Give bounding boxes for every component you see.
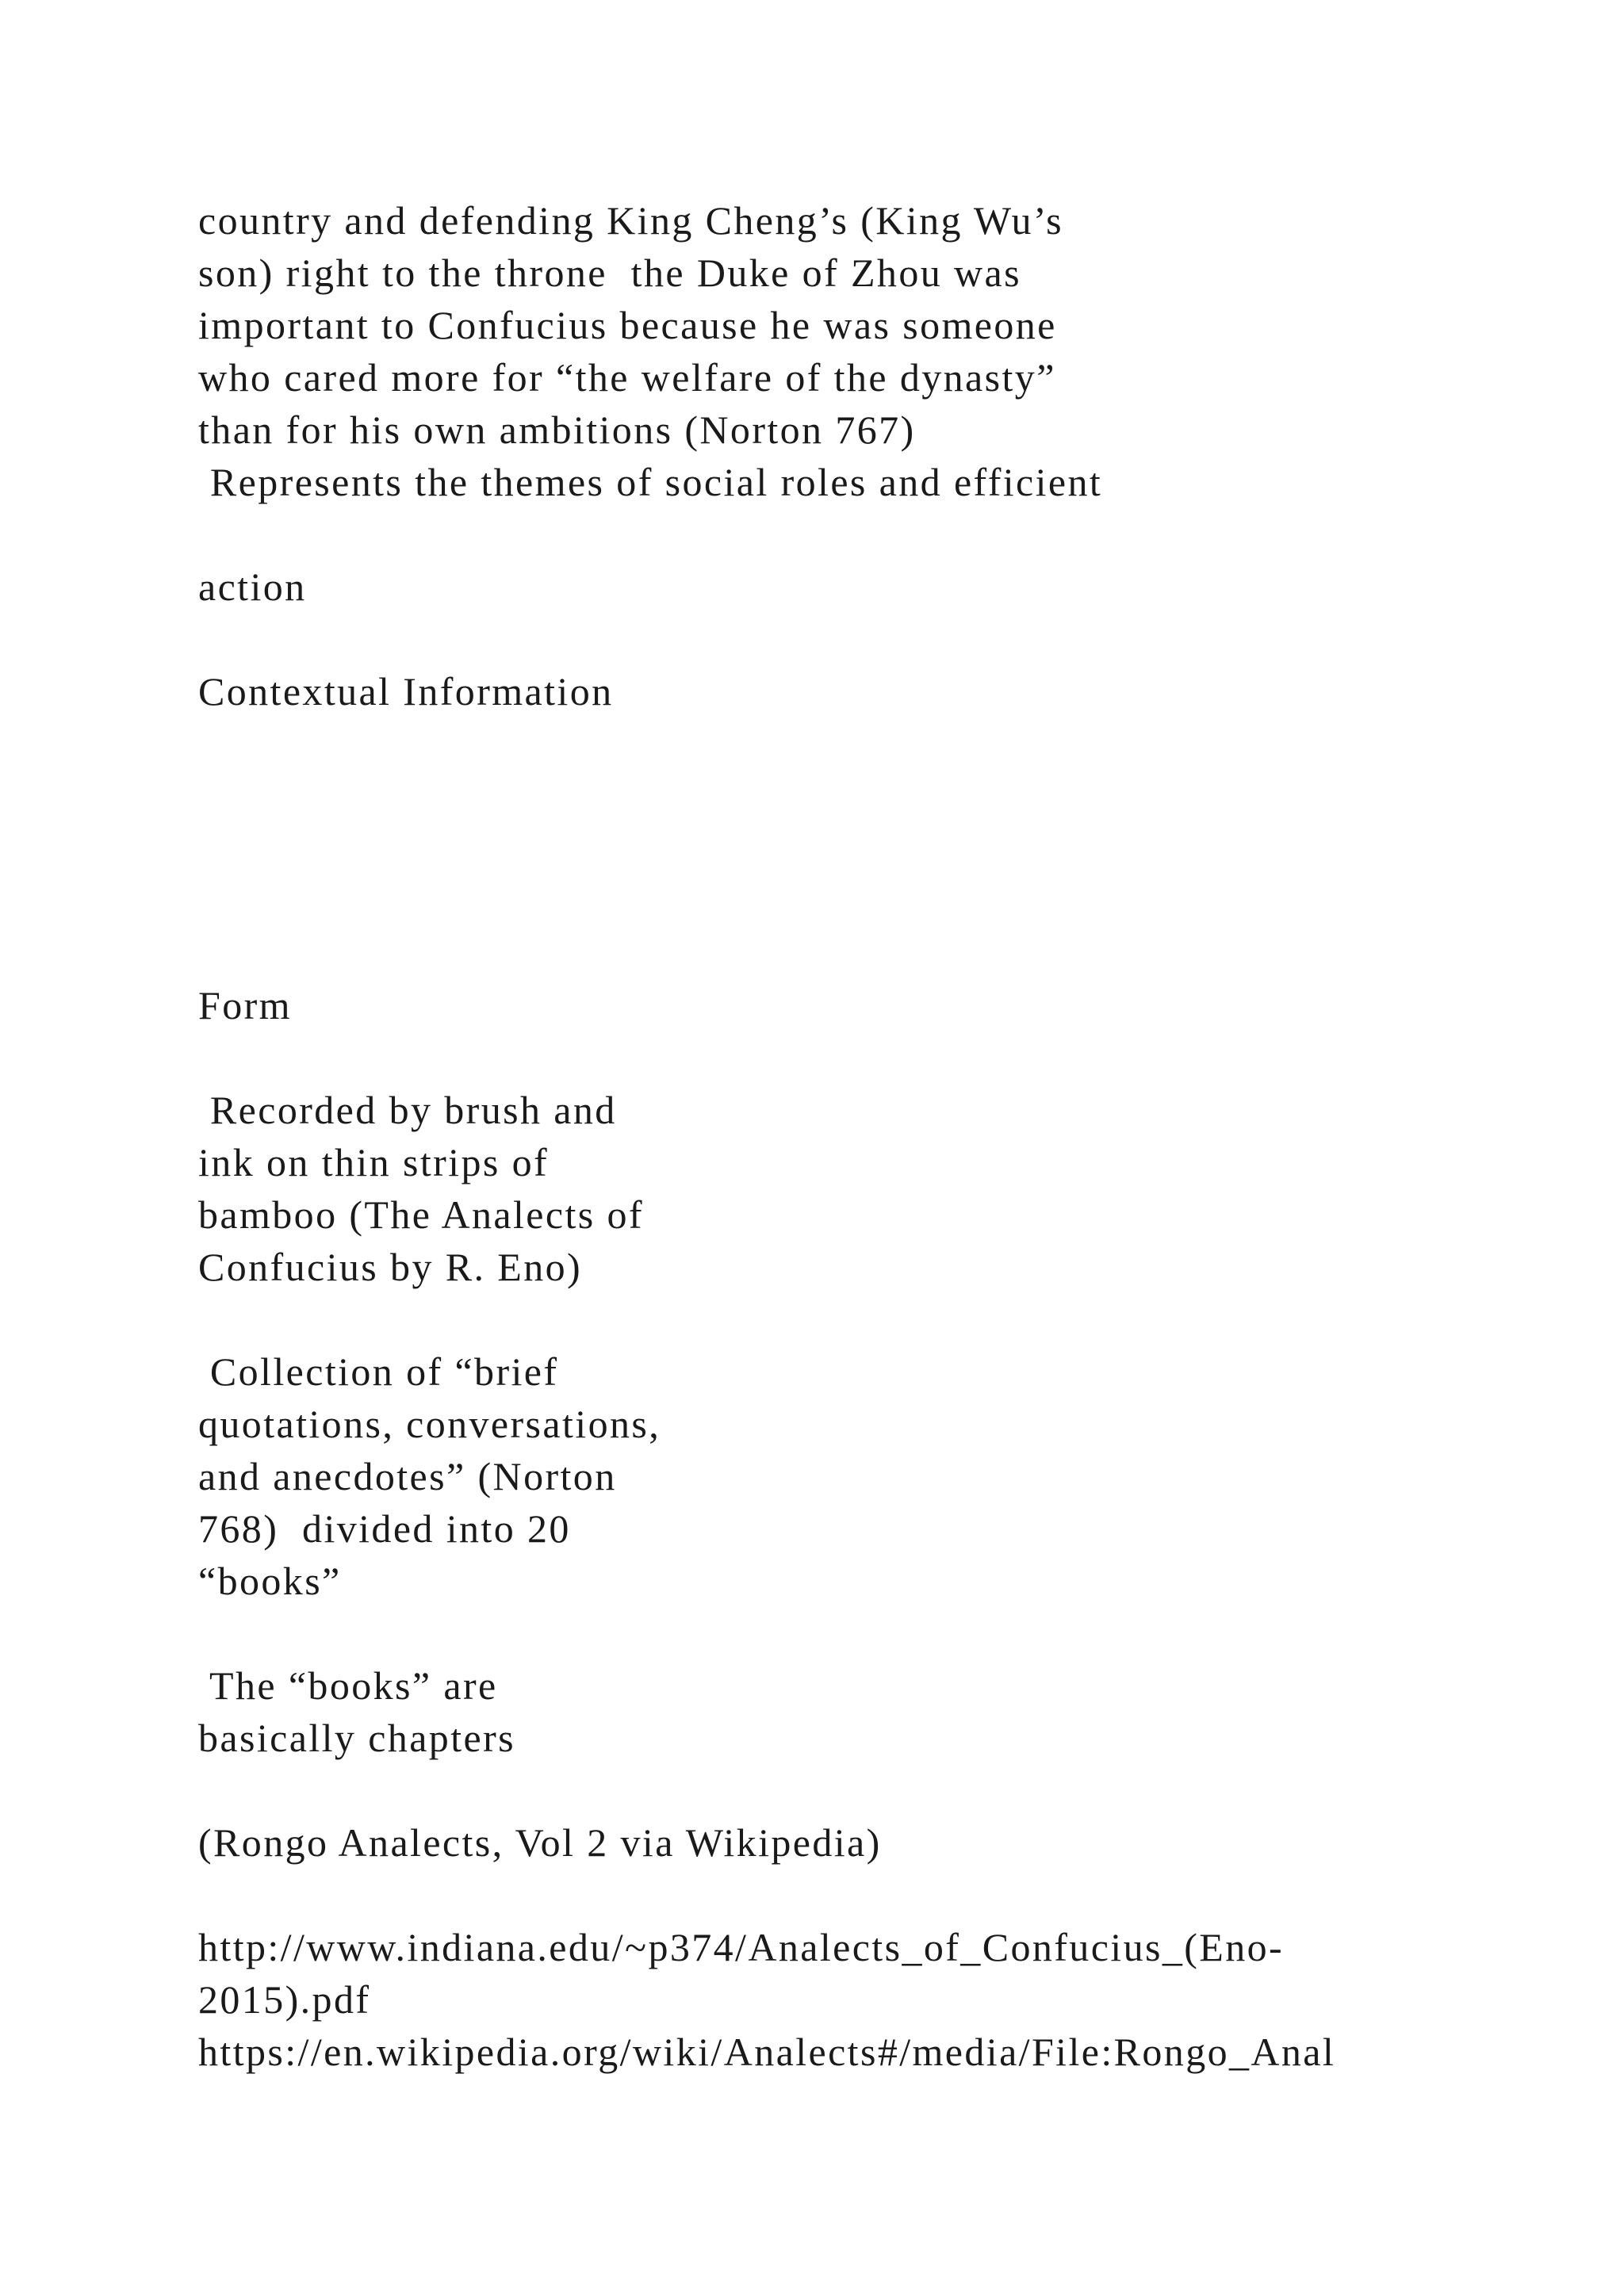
text-line: “books” (198, 1559, 342, 1603)
text-line: ink on thin strips of (198, 1140, 550, 1184)
text-line: who cared more for “the welfare of the dynasty” (198, 355, 1056, 400)
bullet-item: Collection of “brief (198, 1349, 559, 1394)
section-heading: Contextual Information (198, 669, 614, 714)
url-line: 2015).pdf (198, 1977, 371, 2022)
text-line: than for his own ambitions (Norton 767) (198, 408, 916, 452)
text-line: Confucius by R. Eno) (198, 1245, 583, 1289)
url-line: http://www.indiana.edu/~p374/Analects_of_Confucius_(Eno- (198, 1925, 1285, 1969)
text-line: country and defending King Cheng’s (King Wu’s (198, 198, 1064, 243)
text-line: quotations, conversations, (198, 1402, 661, 1446)
section-heading: Form (198, 983, 292, 1027)
text-line: important to Confucius because he was someone (198, 303, 1057, 347)
text-line: 768) divided into 20 (198, 1506, 571, 1551)
bullet-item: Represents the themes of social roles and efficient (198, 460, 1103, 504)
text-line: basically chapters (198, 1716, 515, 1760)
text-line: action (198, 564, 307, 609)
text-line: bamboo (The Analects of (198, 1192, 644, 1237)
bullet-item: The “books” are (198, 1663, 498, 1708)
bullet-item: Recorded by brush and (198, 1088, 617, 1132)
url-line: https://en.wikipedia.org/wiki/Analects#/media/File:Rongo_Anal (198, 2030, 1336, 2074)
text-line: and anecdotes” (Norton (198, 1454, 617, 1498)
image-caption: (Rongo Analects, Vol 2 via Wikipedia) (198, 1820, 882, 1865)
text-line: son) right to the throne the Duke of Zhou was (198, 251, 1021, 295)
